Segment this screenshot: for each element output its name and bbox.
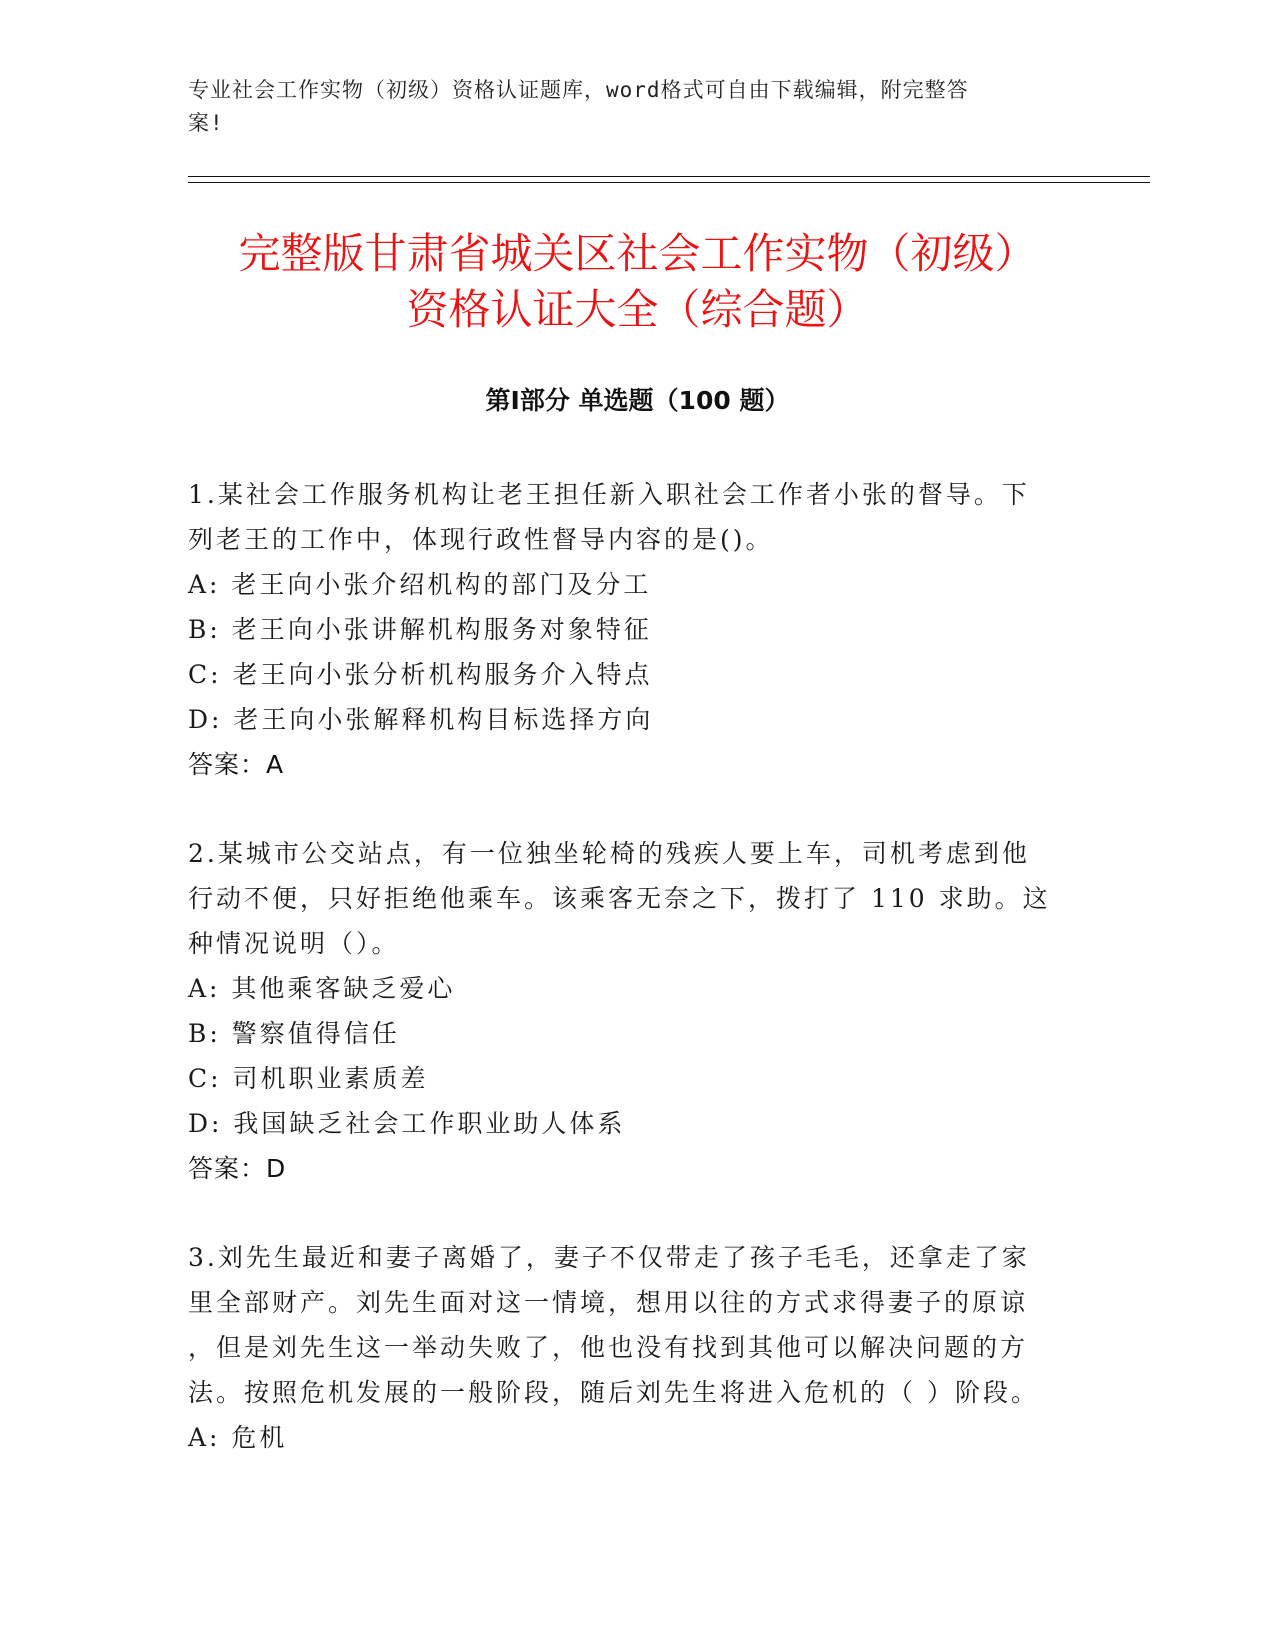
question-stem-line: 法。按照危机发展的一般阶段，随后刘先生将进入危机的（ ）阶段。 (188, 1378, 1039, 1407)
option-d: D: 老王向小张解释机构目标选择方向 (188, 705, 654, 734)
option-a: A: 其他乘客缺乏爱心 (188, 974, 456, 1003)
document-title (150, 226, 1125, 338)
answer: 答案：A (188, 750, 285, 779)
title-line-2: 资格认证大全（综合题） (406, 285, 869, 334)
option-a: A: 老王向小张介绍机构的部门及分工 (188, 570, 652, 599)
header-note-line-2: 案! (188, 111, 224, 135)
question-3 (188, 1235, 1068, 1460)
question-stem-line: 3.刘先生最近和妻子离婚了，妻子不仅带走了孩子毛毛，还拿走了家 (188, 1243, 1030, 1272)
question-stem-line: 里全部财产。刘先生面对这一情境，想用以往的方式求得妻子的原谅 (188, 1288, 1029, 1317)
header-divider-top (188, 176, 1150, 177)
section-heading: 第Ⅰ部分 单选题（100 题） (485, 386, 790, 415)
option-c: C: 司机职业素质差 (188, 1064, 429, 1093)
question-stem-line: 2.某城市公交站点，有一位独坐轮椅的残疾人要上车，司机考虑到他 (188, 839, 1030, 868)
option-d: D: 我国缺乏社会工作职业助人体系 (188, 1109, 626, 1138)
answer: 答案：D (188, 1154, 287, 1183)
question-stem-line: 种情况说明（）。 (188, 929, 400, 958)
question-stem-line: 1.某社会工作服务机构让老王担任新入职社会工作者小张的督导。下 (188, 480, 1030, 509)
question-stem-line: 列老王的工作中，体现行政性督导内容的是()。 (188, 525, 774, 554)
question-1 (188, 472, 1068, 787)
option-b: B: 老王向小张讲解机构服务对象特征 (188, 615, 652, 644)
question-stem-line: ，但是刘先生这一举动失败了，他也没有找到其他可以解决问题的方 (188, 1333, 1029, 1362)
question-stem-line: 行动不便，只好拒绝他乘车。该乘客无奈之下，拨打了 110 求助。这 (188, 884, 1051, 913)
header-note-line-1: 专业社会工作实物（初级）资格认证题库，word格式可自由下载编辑，附完整答 (188, 78, 969, 102)
header-divider-bottom (188, 182, 1150, 183)
option-b: B: 警察值得信任 (188, 1019, 400, 1048)
title-line-1: 完整版甘肃省城关区社会工作实物（初级） (238, 229, 1037, 278)
option-a: A: 危机 (188, 1423, 288, 1452)
option-c: C: 老王向小张分析机构服务介入特点 (188, 660, 653, 689)
question-list (188, 472, 1068, 1504)
header-note (188, 74, 1068, 140)
question-2 (188, 831, 1068, 1191)
